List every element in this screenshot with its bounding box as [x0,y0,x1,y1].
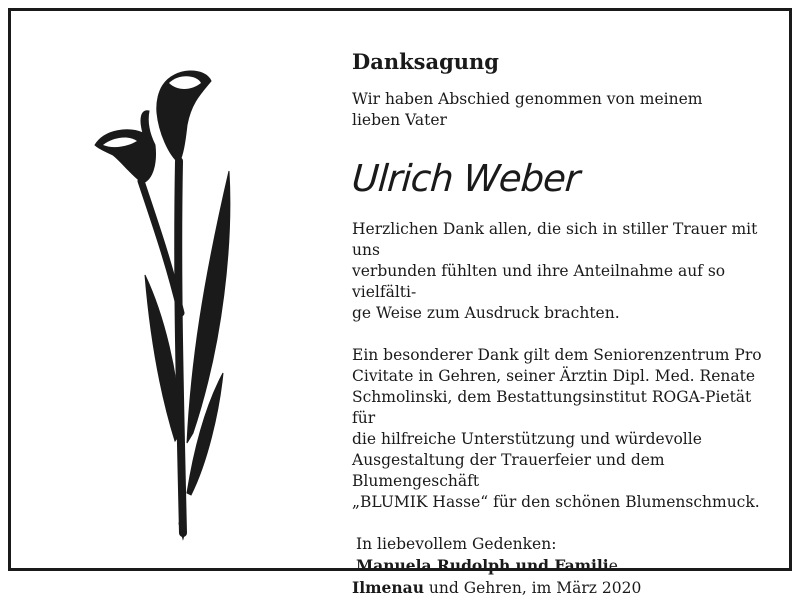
intro-text [352,89,772,131]
paragraph-line: „BLUMIK Hasse“ für den schönen Blumenschmuck. [352,493,760,511]
notice-text [352,49,772,599]
signers-tail: e [608,557,618,575]
notice-heading: Danksagung [352,49,499,74]
paragraph-line: Ein besonderer Dank gilt dem Seniorenzentrum Pro [352,346,762,364]
signers-line [352,555,772,577]
place-date-line [352,577,772,599]
signers-bold: Manuela Rudolph und Famili [356,556,609,575]
intro-line: Wir haben Abschied genommen von meinem [352,90,703,108]
paragraph-line: die hilfreiche Unterstützung und würdevolle [352,430,702,448]
paragraph-line: verbunden fühlten und ihre Anteilnahme auf so vielfälti- [352,262,726,301]
intro-line: lieben Vater [352,111,447,129]
special-thanks-paragraph [352,345,772,513]
paragraph-line: Ausgestaltung der Trauerfeier und dem Blumengeschäft [352,451,665,490]
paragraph-line: Schmolinski, dem Bestattungsinstitut ROGA-Pietät für [352,388,752,427]
place-rest: und Gehren, im März 2020 [423,579,642,597]
place-city: Ilmenau [352,578,424,597]
thanks-paragraph [352,219,772,324]
regards-line: In liebevollem Gedenken: [356,535,557,553]
paragraph-line: Civitate in Gehren, seiner Ärztin Dipl. Med. Renate [352,367,755,385]
paragraph-line: ge Weise zum Ausdruck brachten. [352,304,620,322]
paragraph-line: Herzlichen Dank allen, die sich in stiller Trauer mit uns [352,220,758,259]
deceased-name: Ulrich Weber [350,157,581,200]
calla-lily-icon [83,63,253,541]
obituary-frame [8,8,792,597]
